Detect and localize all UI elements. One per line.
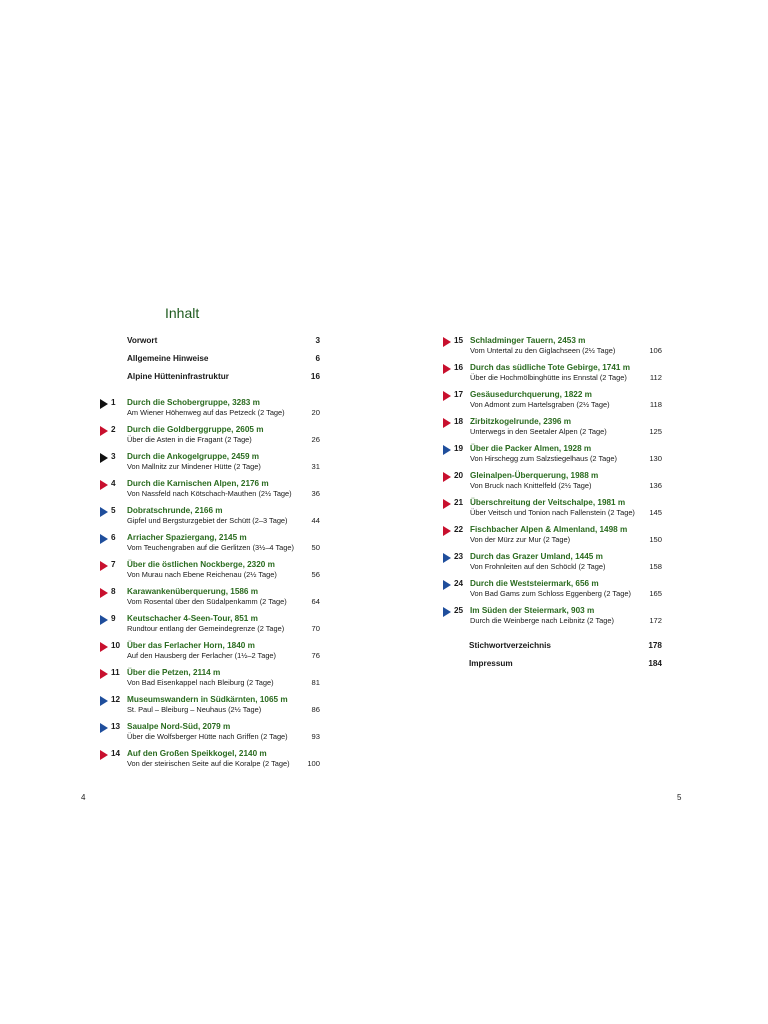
entry-title: Gesäusedurchquerung, 1822 m <box>470 390 592 399</box>
entry-page: 165 <box>649 589 662 598</box>
toc-entry[interactable] <box>443 525 662 547</box>
entry-page: 70 <box>311 624 320 633</box>
flag-icon <box>100 480 108 490</box>
toc-page: 6 <box>315 354 320 363</box>
toc-label: Alpine Hütteninfrastruktur <box>127 372 229 381</box>
entry-number: 3 <box>111 452 116 461</box>
entry-title: Museumswandern in Südkärnten, 1065 m <box>127 695 288 704</box>
entry-number: 5 <box>111 506 116 515</box>
toc-entry[interactable] <box>443 390 662 412</box>
entry-page: 56 <box>311 570 320 579</box>
entry-page: 145 <box>649 508 662 517</box>
entry-page: 112 <box>649 373 662 382</box>
entry-number: 24 <box>454 579 464 588</box>
entry-title: Durch das Grazer Umland, 1445 m <box>470 552 603 561</box>
entry-page: 36 <box>311 489 320 498</box>
toc-page: 184 <box>648 659 662 668</box>
toc-entry[interactable] <box>100 722 320 744</box>
toc-entry[interactable] <box>100 560 320 582</box>
entry-subtitle: Rundtour entlang der Gemeindegrenze (2 Tage) <box>127 624 285 633</box>
entry-page: 86 <box>311 705 320 714</box>
flag-icon <box>443 337 451 347</box>
entry-page: 76 <box>311 651 320 660</box>
entry-subtitle: Von der steirischen Seite auf die Koralpe (2 Tage) <box>127 759 290 768</box>
flag-icon <box>100 723 108 733</box>
toc-entry[interactable] <box>100 749 320 771</box>
flag-icon <box>100 399 108 409</box>
entry-title: Gleinalpen-Überquerung, 1988 m <box>470 471 599 480</box>
entry-page: 125 <box>649 427 662 436</box>
entry-title: Im Süden der Steiermark, 903 m <box>470 606 595 615</box>
entry-number: 6 <box>111 533 116 542</box>
flag-icon <box>443 526 451 536</box>
toc-entry[interactable] <box>100 641 320 663</box>
entry-title: Zirbitzkogelrunde, 2396 m <box>470 417 572 426</box>
entry-subtitle: Von Frohnleiten auf den Schöckl (2 Tage) <box>470 562 606 571</box>
entry-subtitle: Unterwegs in den Seetaler Alpen (2 Tage) <box>470 427 607 436</box>
toc-page: 16 <box>310 372 320 381</box>
toc-item-impressum[interactable] <box>469 659 662 668</box>
entry-number: 18 <box>454 417 464 426</box>
toc-item-hinweise[interactable] <box>127 354 320 363</box>
flag-icon <box>100 426 108 436</box>
flag-icon <box>443 391 451 401</box>
entry-subtitle: Von Admont zum Hartelsgraben (2½ Tage) <box>470 400 610 409</box>
entry-page: 44 <box>311 516 320 525</box>
entry-page: 118 <box>649 400 662 409</box>
entry-title: Dobratschrunde, 2166 m <box>127 506 223 515</box>
entry-title: Durch die Karnischen Alpen, 2176 m <box>127 479 269 488</box>
entry-page: 106 <box>649 346 662 355</box>
entry-subtitle: Von der Mürz zur Mur (2 Tage) <box>470 535 571 544</box>
toc-entry[interactable] <box>443 336 662 358</box>
entry-title: Saualpe Nord-Süd, 2079 m <box>127 722 231 731</box>
entry-subtitle: Von Murau nach Ebene Reichenau (2½ Tage) <box>127 570 277 579</box>
entry-number: 14 <box>111 749 121 758</box>
entry-page: 172 <box>649 616 662 625</box>
toc-item-stichwortverzeichnis[interactable] <box>469 641 662 650</box>
toc-entry[interactable] <box>100 479 320 501</box>
toc-entry[interactable] <box>443 363 662 385</box>
entry-title: Durch die Weststeiermark, 656 m <box>470 579 599 588</box>
entry-page: 158 <box>649 562 662 571</box>
entry-title: Über die östlichen Nockberge, 2320 m <box>127 560 275 569</box>
entry-number: 25 <box>454 606 464 615</box>
flag-icon <box>443 445 451 455</box>
entry-subtitle: Von Nassfeld nach Kötschach-Mauthen (2½ Tage) <box>127 489 292 498</box>
toc-entry[interactable] <box>100 398 320 420</box>
flag-icon <box>100 696 108 706</box>
toc-label: Stichwortverzeichnis <box>469 641 551 650</box>
flag-icon <box>100 507 108 517</box>
entry-page: 26 <box>311 435 320 444</box>
flag-icon <box>100 750 108 760</box>
entry-subtitle: Von Bad Eisenkappel nach Bleiburg (2 Tage) <box>127 678 274 687</box>
entry-number: 17 <box>454 390 464 399</box>
toc-entry[interactable] <box>443 606 662 628</box>
entry-page: 50 <box>311 543 320 552</box>
entry-page: 20 <box>311 408 320 417</box>
flag-icon <box>100 534 108 544</box>
entry-title: Auf den Großen Speikkogel, 2140 m <box>127 749 267 758</box>
toc-entry[interactable] <box>443 552 662 574</box>
entry-page: 150 <box>649 535 662 544</box>
toc-entry[interactable] <box>100 695 320 717</box>
entry-title: Durch das südliche Tote Gebirge, 1741 m <box>470 363 631 372</box>
entry-number: 12 <box>111 695 121 704</box>
entry-subtitle: Gipfel und Bergsturzgebiet der Schütt (2–3 Tage) <box>127 516 288 525</box>
entry-number: 1 <box>111 398 116 407</box>
entry-title: Überschreitung der Veitschalpe, 1981 m <box>470 498 626 507</box>
entry-page: 136 <box>649 481 662 490</box>
entry-subtitle: Über die Wolfsberger Hütte nach Griffen (2 Tage) <box>127 732 288 741</box>
toc-item-vorwort[interactable] <box>127 336 320 345</box>
entry-title: Über die Petzen, 2114 m <box>127 668 221 677</box>
entry-page: 81 <box>311 678 320 687</box>
flag-icon <box>443 580 451 590</box>
entry-subtitle: Über Veitsch und Tonion nach Fallenstein (2 Tage) <box>470 508 635 517</box>
toc-entry[interactable] <box>100 668 320 690</box>
entry-number: 22 <box>454 525 464 534</box>
entry-title: Durch die Ankogelgruppe, 2459 m <box>127 452 260 461</box>
entry-number: 13 <box>111 722 121 731</box>
entry-number: 21 <box>454 498 464 507</box>
flag-icon <box>100 615 108 625</box>
entry-subtitle: Auf den Hausberg der Ferlacher (1½–2 Tage) <box>127 651 276 660</box>
toc-entry[interactable] <box>100 425 320 447</box>
entry-subtitle: Von Bruck nach Knittelfeld (2½ Tage) <box>470 481 592 490</box>
flag-icon <box>443 499 451 509</box>
entry-title: Durch die Schobergruppe, 3283 m <box>127 398 260 407</box>
entry-title: Karawankenüberquerung, 1586 m <box>127 587 259 596</box>
entry-title: Fischbacher Alpen & Almenland, 1498 m <box>470 525 628 534</box>
entry-number: 20 <box>454 471 464 480</box>
toc-entry[interactable] <box>100 452 320 474</box>
entry-number: 8 <box>111 587 116 596</box>
toc-entry[interactable] <box>443 498 662 520</box>
entry-subtitle: Vom Teuchengraben auf die Gerlitzen (3½–4 Tage) <box>127 543 294 552</box>
entry-subtitle: Durch die Weinberge nach Leibnitz (2 Tage) <box>470 616 614 625</box>
entry-subtitle: St. Paul – Bleiburg – Neuhaus (2½ Tage) <box>127 705 262 714</box>
toc-item-huetteninfrastruktur[interactable] <box>127 372 320 381</box>
flag-icon <box>100 561 108 571</box>
entry-subtitle: Von Mallnitz zur Mindener Hütte (2 Tage) <box>127 462 261 471</box>
entry-number: 10 <box>111 641 121 650</box>
page-number-right: 5 <box>677 793 682 802</box>
flag-icon <box>443 553 451 563</box>
entry-page: 93 <box>311 732 320 741</box>
entry-title: Keutschacher 4-Seen-Tour, 851 m <box>127 614 258 623</box>
toc-entry[interactable] <box>443 444 662 466</box>
entry-number: 23 <box>454 552 464 561</box>
entry-title: Durch die Goldberggruppe, 2605 m <box>127 425 264 434</box>
entry-number: 2 <box>111 425 116 434</box>
entry-number: 11 <box>111 668 120 677</box>
entry-subtitle: Vom Rosental über den Südalpenkamm (2 Tage) <box>127 597 287 606</box>
entry-subtitle: Über die Hochmölbinghütte ins Ennstal (2 Tage) <box>470 373 627 382</box>
flag-icon <box>443 607 451 617</box>
toc-page: 3 <box>315 336 320 345</box>
toc-entry[interactable] <box>443 579 662 601</box>
entry-subtitle: Über die Asten in die Fragant (2 Tage) <box>127 435 252 444</box>
toc-entry[interactable] <box>443 417 662 439</box>
toc-entry[interactable] <box>100 587 320 609</box>
entry-subtitle: Von Hirschegg zum Salzstiegelhaus (2 Tage) <box>470 454 617 463</box>
entry-number: 9 <box>111 614 116 623</box>
entry-title: Über das Ferlacher Horn, 1840 m <box>127 641 255 650</box>
entry-subtitle: Von Bad Gams zum Schloss Eggenberg (2 Tage) <box>470 589 631 598</box>
entry-number: 4 <box>111 479 116 488</box>
flag-icon <box>443 472 451 482</box>
toc-page: 178 <box>648 641 662 650</box>
entry-title: Schladminger Tauern, 2453 m <box>470 336 586 345</box>
flag-icon <box>100 669 108 679</box>
toc-label: Vorwort <box>127 336 158 345</box>
entry-title: Arriacher Spaziergang, 2145 m <box>127 533 247 542</box>
entry-number: 16 <box>454 363 464 372</box>
flag-icon <box>100 453 108 463</box>
toc-entry[interactable] <box>443 471 662 493</box>
toc-entry[interactable] <box>100 506 320 528</box>
page-number-left: 4 <box>81 793 86 802</box>
entry-subtitle: Vom Untertal zu den Giglachseen (2½ Tage) <box>470 346 616 355</box>
flag-icon <box>100 642 108 652</box>
toc-label: Allgemeine Hinweise <box>127 354 209 363</box>
toc-label: Impressum <box>469 659 513 668</box>
entry-subtitle: Am Wiener Höhenweg auf das Petzeck (2 Tage) <box>127 408 285 417</box>
page-title: Inhalt <box>165 305 200 321</box>
toc-entry[interactable] <box>100 533 320 555</box>
flag-icon <box>443 418 451 428</box>
entry-number: 19 <box>454 444 464 453</box>
entry-title: Über die Packer Almen, 1928 m <box>470 444 592 453</box>
flag-icon <box>100 588 108 598</box>
flag-icon <box>443 364 451 374</box>
entry-page: 130 <box>649 454 662 463</box>
entry-number: 15 <box>454 336 464 345</box>
entry-page: 31 <box>311 462 320 471</box>
entry-number: 7 <box>111 560 116 569</box>
entry-page: 100 <box>307 759 320 768</box>
toc-entry[interactable] <box>100 614 320 636</box>
entry-page: 64 <box>311 597 320 606</box>
